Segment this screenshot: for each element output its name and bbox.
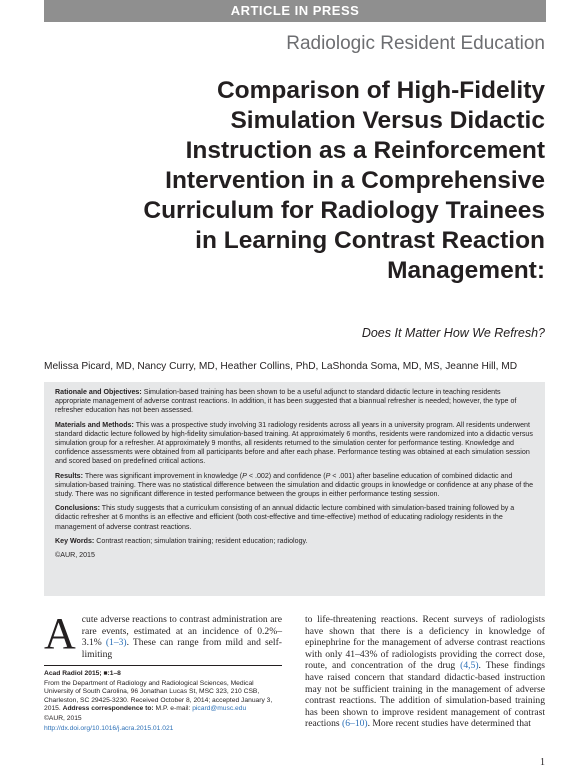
abstract-results bbox=[55, 472, 534, 500]
correspondence-text: M.P. e-mail: bbox=[155, 705, 193, 713]
abstract-keywords bbox=[55, 537, 534, 546]
abstract-methods bbox=[55, 421, 534, 467]
keywords-label: Key Words: bbox=[55, 536, 95, 545]
reference-link[interactable]: (4,5) bbox=[460, 660, 479, 672]
footnote-divider bbox=[44, 665, 282, 666]
keywords-text: Contrast reaction; simulation training; resident education; radiology. bbox=[96, 536, 308, 545]
body-text: . These can range from mild and self-limiting bbox=[81, 637, 282, 660]
body-column-right bbox=[305, 614, 545, 730]
article-in-press-banner: ARTICLE IN PRESS bbox=[44, 0, 546, 22]
rationale-label: Rationale and Objectives: bbox=[55, 388, 142, 396]
article-title: Comparison of High-Fidelity Simulation Versus Didactic Instruction as a Reinforcement Intervention in a Comprehensive Curriculum for Radiology Trainees in Learning Contrast Reaction Management: bbox=[143, 77, 545, 284]
affiliation bbox=[44, 680, 282, 714]
doi-link[interactable]: http://dx.doi.org/10.1016/j.acra.2015.01.021 bbox=[44, 724, 174, 732]
email-link[interactable]: picard@musc.edu bbox=[192, 705, 247, 713]
intro-paragraph-left bbox=[44, 609, 282, 660]
conclusions-label: Conclusions: bbox=[55, 504, 100, 513]
p-value-symbol: P bbox=[242, 471, 247, 480]
results-text: < .002) and confidence ( bbox=[246, 471, 326, 480]
results-text: < .001) after baseline education of combined didactic and simulation-based training. There was no statistical difference between the simulation and didactic groups in knowledge or confidence at any phase of the study. There was no significant difference in tested performance between the groups in either performance testing session. bbox=[55, 471, 534, 499]
reference-link[interactable]: (6–10) bbox=[342, 718, 368, 730]
results-label: Results: bbox=[55, 471, 83, 480]
journal-reference: Acad Radiol 2015; ■:1–8 bbox=[44, 670, 121, 677]
correspondence-label: Address correspondence to: bbox=[62, 705, 154, 713]
abstract-box bbox=[44, 382, 545, 596]
author-list: Melissa Picard, MD, Nancy Curry, MD, Heather Collins, PhD, LaShonda Soma, MD, MS, Jeanne Hill, MD bbox=[44, 361, 518, 372]
reference-link[interactable]: (1–3) bbox=[105, 637, 127, 649]
affiliation-text: From the Department of Radiology and Radiological Sciences, Medical University of South Carolina, 96 Jonathan Lucas St, MSC 323, 210 CSB, Charleston, SC 29425-3230. Received October 8, 2014; accepted January 3, 2015. bbox=[44, 679, 273, 713]
body-text: . More recent studies have determined that bbox=[367, 718, 531, 730]
body-text: . These findings have raised concern that standard didactic-based instruction may not be sufficient training in the management of adverse contrast reactions. The addition of simulation-based training has been shown to improve resident management of contrast reactions bbox=[305, 660, 545, 730]
page-number: 1 bbox=[540, 757, 545, 768]
drop-cap: A bbox=[44, 609, 76, 658]
section-heading: Radiologic Resident Education bbox=[286, 33, 545, 54]
abstract-copyright: ©AUR, 2015 bbox=[55, 551, 95, 560]
body-column-left bbox=[44, 609, 282, 660]
body-text: cute adverse reactions to contrast administration are rare events, estimated at an incidence of 0.2%–3.1% bbox=[81, 614, 282, 649]
rationale-text: Simulation-based training has been shown to be a useful adjunct to standard didactic lecture in teaching residents appropriate management of adverse contrast reactions. In addition, it has been suggested that a biannual refresher is needed; however, the type of refresher education has not been assessed. bbox=[55, 388, 517, 415]
abstract-conclusions bbox=[55, 504, 534, 532]
conclusions-text: This study suggests that a curriculum consisting of an annual didactic lecture combined with simulation-based training followed by a didactic refresher at 6 months is an effective and efficient (both cost-effective and time-effective) method of educating radiology residents in the management of adverse contrast reactions. bbox=[55, 504, 515, 531]
results-text: There was significant improvement in knowledge ( bbox=[84, 471, 243, 480]
p-value-symbol: P bbox=[325, 471, 331, 480]
methods-text: This was a prospective study involving 31 radiology residents across all years in a university program. All residents underwent standard didactic lecture followed by high-fidelity simulation-based training. At approximately 6 months, residents were randomized into a didactic versus simulation group for a refresher. At approximately 9 months, all residents returned to the simulation center for performance testing. Knowledge and confidence assessments were obtained from all participants before and after each phase. Performance testing was obtained at each simulation session and scored based on predefined critical actions. bbox=[55, 420, 533, 466]
article-subtitle: Does It Matter How We Refresh? bbox=[361, 326, 545, 340]
footnote-copyright: ©AUR, 2015 bbox=[44, 714, 82, 722]
article-footnote bbox=[44, 670, 282, 734]
abstract-rationale bbox=[55, 388, 534, 416]
body-text: to life-threatening reactions. Recent surveys of radiologists have shown that there is a deficiency in knowledge of epinephrine for the management of adverse contrast reactions with only 41–43% of radiologists providing the correct dose, route, and concentration of the drug bbox=[305, 614, 545, 672]
intro-paragraph-right bbox=[305, 614, 545, 730]
methods-label: Materials and Methods: bbox=[55, 420, 134, 429]
